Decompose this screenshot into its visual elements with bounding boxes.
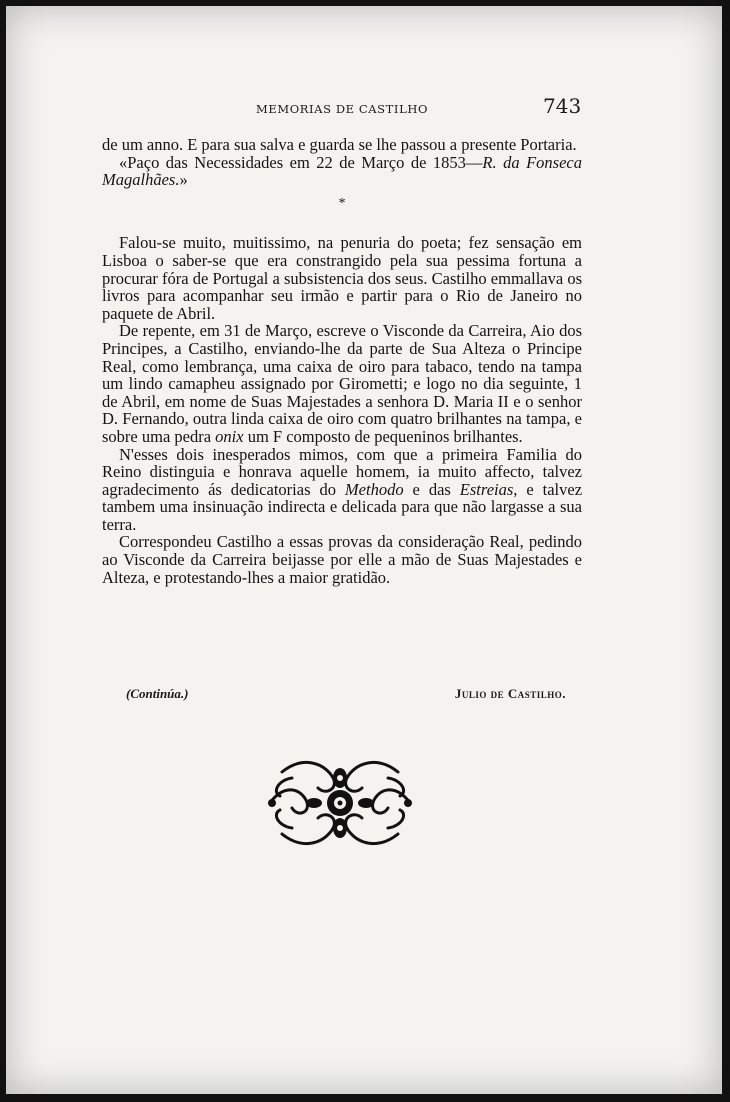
page-number: 743 [543,94,582,118]
mimos-text-c: , e talvez tambem uma insinuação indirecta e delicada para que não largasse a sua terra. [102,479,583,534]
paragraph-gratitude: Correspondeu Castilho a essas provas da consideração Real, pedindo ao Visconde da Carreira beijasse por elle a mão de Suas Majestades e Alteza, e protestando-lhes a maior gratidão. [102,532,582,587]
mimos-methodo: Methodo [344,479,404,499]
paragraph-portaria-end: de um anno. E para sua salva e guarda se lhe passou a presente Portaria. [102,135,577,154]
continua-note: (Continúa.) [126,686,189,701]
paragraph-gifts [102,322,582,445]
paragraph-penuria: Falou-se muito, muitissimo, na penuria do poeta; fez sensação em Lisboa o saber-se que era constrangido pela sua pessima fortuna a procurar fóra de Portugal a subsistencia dos seus. Castilho emmallava os livros para acompanhar seu irmão e partir para o Rio de Janeiro no paquete de Abril. [102,233,582,323]
gifts-onix: onix [215,426,244,446]
mimos-text-b: e das [412,479,451,499]
page-header [6,94,722,124]
page [6,6,722,1094]
paragraph-mimos [102,446,582,534]
gifts-text-b: um F composto de pequeninos brilhantes. [247,426,523,446]
date-line: «Paço das Necessidades em 22 de Março de 1853— [119,152,483,172]
ornament-tailpiece-icon [262,756,418,850]
author-name: Julio de Castilho. [454,686,566,701]
mimos-text-a: N'esses dois inesperados mimos, com que a primeira Familia do Reino distinguia e honrava aquelle homem, ia muito affecto, talvez agradecimento ás dedicatorias do [102,444,582,499]
signoff [126,686,566,706]
asterism-separator: * [338,195,346,211]
running-title: MEMORIAS DE CASTILHO [256,102,428,116]
closing-quote: » [179,170,188,190]
body-text [102,136,582,586]
mimos-estreias: Estreias [459,479,514,499]
gifts-text-a: De repente, em 31 de Março, escreve o Visconde da Carreira, Aio dos Principes, a Castilho, enviando-lhe da parte de Sua Alteza o Principe Real, como lembrança, uma caixa de oiro para tabaco, tendo na tampa um lindo camapheu assignado por Girometti; e logo no dia seguinte, 1 de Abril, em nome de Suas Majestades a senhora D. Maria II e o senhor D. Fernando, outra linda caixa de oiro com quatro brilhantes na tampa, e sobre uma pedra [102,321,582,446]
signature-name: R. da Fonseca Magalhães. [102,152,582,190]
paragraph-date-signature [102,154,582,189]
